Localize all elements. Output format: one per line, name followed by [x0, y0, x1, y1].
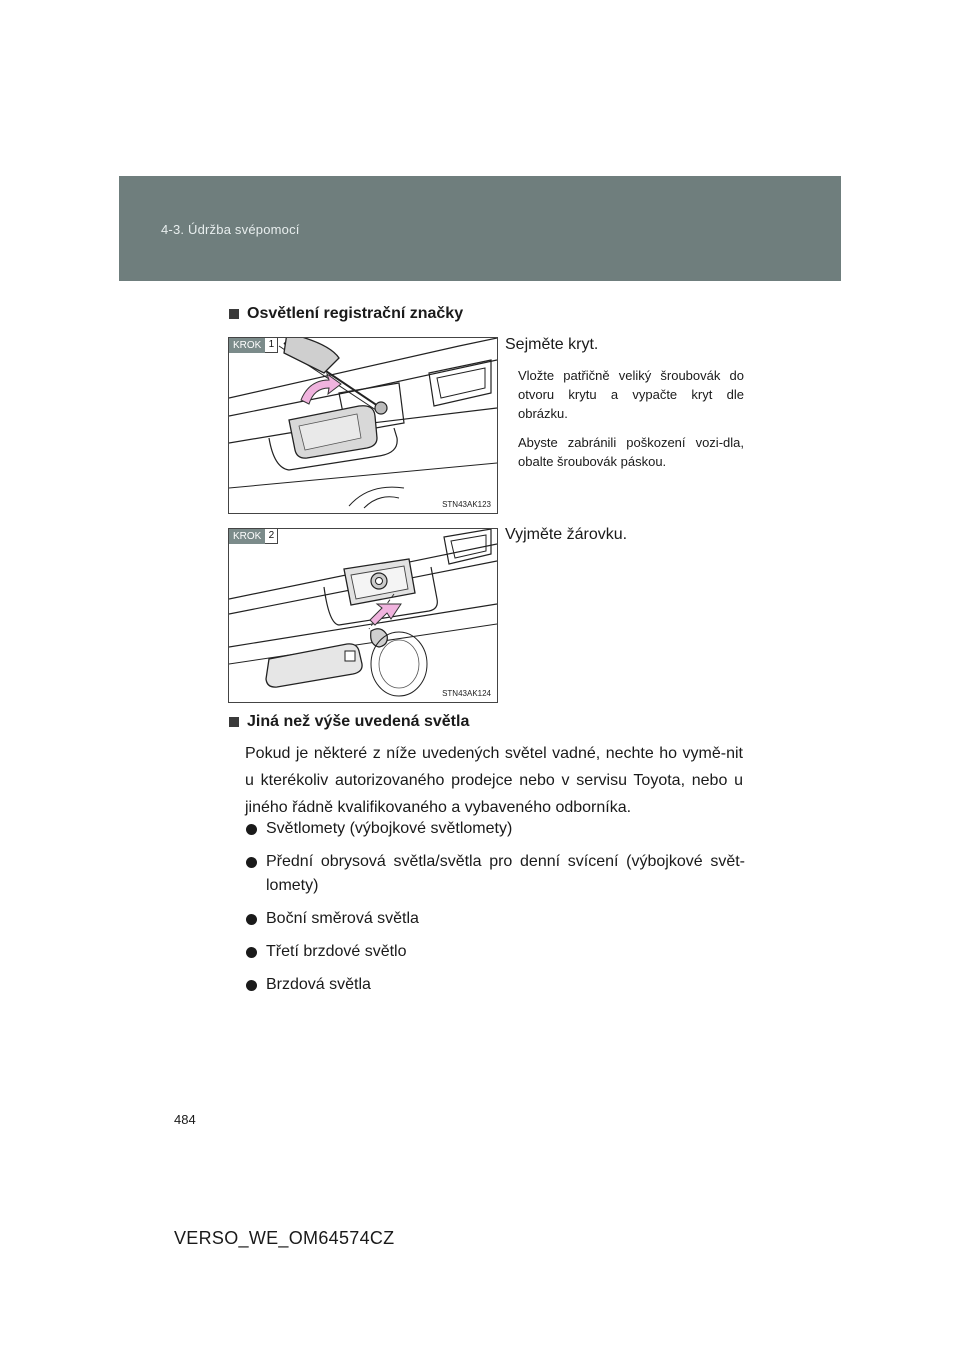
list-item: [245, 940, 745, 964]
step-2-figure: [228, 528, 498, 703]
remove-cover-illustration: [229, 338, 497, 513]
step-1-note-2: Abyste zabránili poškození vozi-dla, obalte šroubovák páskou.: [518, 435, 744, 469]
step-2-action: Vyjměte žárovku.: [505, 526, 628, 543]
other-lights-title: Jiná než výše uvedená světla: [247, 713, 470, 730]
square-bullet-icon: [229, 309, 239, 319]
license-light-heading: [229, 305, 463, 323]
step-badge-label: KROK: [229, 529, 265, 544]
round-bullet-icon: [246, 980, 257, 991]
list-item: [245, 973, 745, 997]
step-1-note-1: Vložte patřičně veliký šroubovák do otvoru krytu a vypačte kryt dle obrázku.: [518, 368, 744, 421]
step-badge-number: 1: [265, 338, 278, 353]
round-bullet-icon: [246, 947, 257, 958]
list-item-text: Přední obrysová světla/světla pro denní svícení (výbojkové svět-lomety): [266, 853, 745, 894]
round-bullet-icon: [246, 914, 257, 925]
list-item: [245, 907, 745, 931]
round-bullet-icon: [246, 857, 257, 868]
list-item-text: Světlomety (výbojkové světlomety): [266, 820, 513, 837]
step-1-badge: [229, 338, 278, 353]
other-lights-heading: [229, 713, 469, 731]
step-1-figure: [228, 337, 498, 514]
list-item-text: Boční směrová světla: [266, 910, 419, 927]
section-title: 4-3. Údržba svépomocí: [161, 222, 300, 237]
other-lights-list: [245, 817, 745, 1006]
step-2-badge: [229, 529, 278, 544]
figure-code: STN43AK124: [442, 689, 491, 698]
list-item: [245, 850, 745, 898]
list-item-text: Brzdová světla: [266, 976, 371, 993]
other-lights-paragraph: Pokud je některé z níže uvedených světel vadné, nechte ho vymě-nit u kterékoliv autorizovaného prodejce nebo v servisu Toyota, nebo u jiného řádně kvalifikovaného a vybaveného odborníka.: [245, 745, 743, 816]
step-badge-number: 2: [265, 529, 278, 544]
step-badge-label: KROK: [229, 338, 265, 353]
section-header-band: [119, 176, 841, 281]
license-light-title: Osvětlení registrační značky: [247, 305, 464, 322]
figure-code: STN43AK123: [442, 500, 491, 509]
step-1-action: Sejměte kryt.: [505, 336, 599, 353]
list-item-text: Třetí brzdové světlo: [266, 943, 407, 960]
square-bullet-icon: [229, 717, 239, 727]
page-number: 484: [174, 1112, 196, 1127]
remove-bulb-illustration: [229, 529, 497, 702]
document-code: VERSO_WE_OM64574CZ: [174, 1228, 395, 1248]
list-item: [245, 817, 745, 841]
round-bullet-icon: [246, 824, 257, 835]
